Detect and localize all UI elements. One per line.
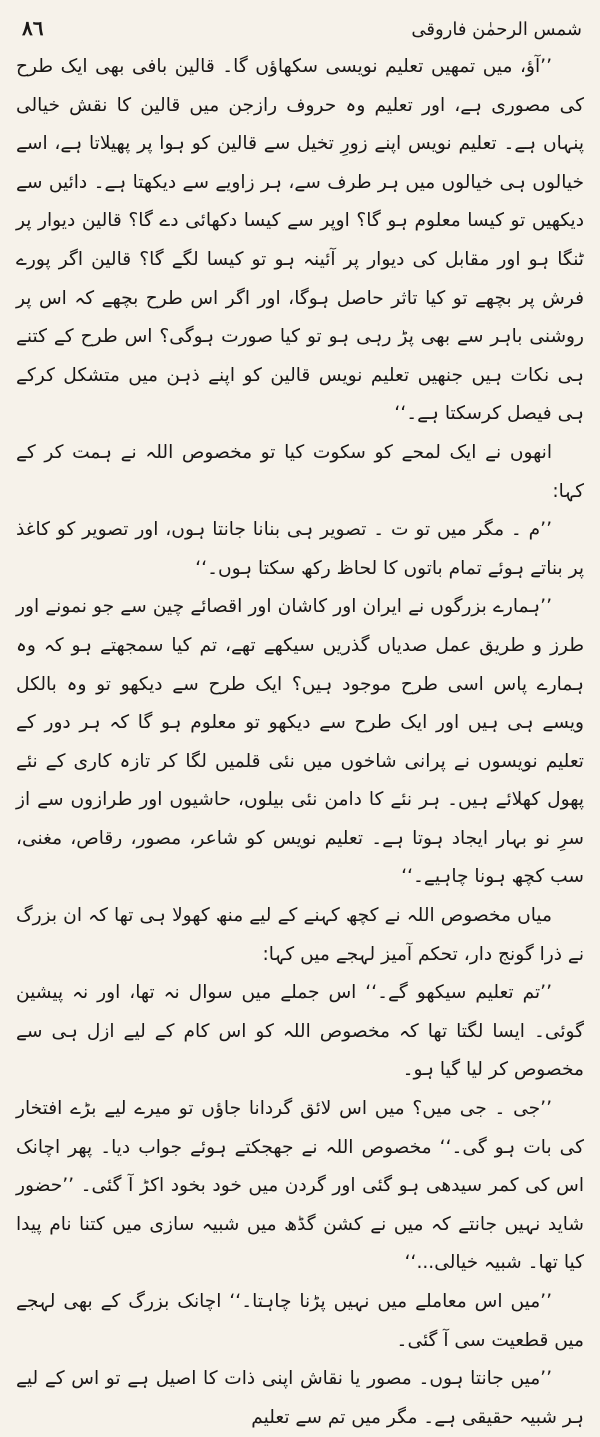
page-number: ۸٦: [22, 16, 44, 40]
paragraph: ’’میں اس معاملے میں نہیں پڑنا چاہتا۔‘‘ اچانک بزرگ کے بھی لہجے میں قطعیت سی آ گئی۔: [16, 1291, 584, 1351]
running-head-author: شمس الرحمٰن فاروقی: [411, 19, 582, 40]
paragraph: انھوں نے ایک لمحے کو سکوت کیا تو مخصوص اللہ نے ہمت کر کے کہا:: [16, 441, 584, 502]
paragraph: ’’میں جانتا ہوں۔ مصور یا نقاش اپنی ذات کا اصیل ہے تو اس کے لیے ہر شبیہ حقیقی ہے۔ مگر میں تم سے تعلیم: [16, 1368, 584, 1428]
running-header: [22, 10, 582, 40]
paragraph: ’’م ۔ مگر میں تو ت ۔ تصویر ہی بنانا جانتا ہوں، اور تصویر کو کاغذ پر بناتے ہوئے تمام باتوں کا لحاظ رکھ سکتا ہوں۔‘‘: [16, 519, 584, 579]
paragraph: میاں مخصوص اللہ نے کچھ کہنے کے لیے منھ کھولا ہی تھا کہ ان بزرگ نے ذرا گونج دار، تحکم آمیز لہجے میں کہا:: [16, 905, 584, 965]
body-text: [16, 48, 584, 1437]
paragraph: ’’آؤ، میں تمھیں تعلیم نویسی سکھاؤں گا۔ قالین بافی بھی ایک طرح کی مصوری ہے، اور تعلیم وہ حروف رازجن میں قالین کا نقش خیالی پنہاں ہے۔ تعلیم نویس اپنے زورِ تخیل سے قالین کو ہوا پر پھیلاتا ہے، اسے خیالوں ہی خیالوں میں ہر طرف سے، ہر زاویے سے دیکھتا ہے۔ دائیں سے دیکھیں تو کیسا معلوم ہو گا؟ اوپر سے کیسا دکھائی دے گا؟ قالین دیوار پر ٹنگا ہو اور مقابل کی دیوار پر آئینہ ہو تو کیسا لگے گا؟ قالین اگر پورے فرش پر بچھے تو کیا تاثر حاصل ہوگا، اور اگر اس طرح بچھے کہ اس پر روشنی باہر سے بھی پڑ رہی ہو تو کیا صورت ہوگی؟ اس طرح کے کتنے ہی نکات ہیں جنھیں تعلیم نویس قالین کو اپنے ذہن میں متشکل کرکے ہی فیصل کرسکتا ہے۔‘‘: [16, 56, 584, 425]
paragraph: ’’جی ۔ جی میں؟ میں اس لائق گردانا جاؤں تو میرے لیے بڑے افتخار کی بات ہو گی۔‘‘ مخصوص اللہ نے جھجکتے ہوئے جواب دیا۔ پھر اچانک اس کی کمر سیدھی ہو گئی اور گردن میں خود بخود اکڑ آ گئی۔ ’’حضور شاید نہیں جانتے کہ میں نے کشن گڈھ میں شبیہ سازی میں کتنا نام پیدا کیا تھا۔ شبیہ خیالی...‘‘: [16, 1098, 584, 1274]
paragraph: ’’تم تعلیم سیکھو گے۔‘‘ اس جملے میں سوال نہ تھا، اور نہ پیشین گوئی۔ ایسا لگتا تھا کہ مخصوص اللہ کو اس کام کے لیے ازل ہی سے مخصوص کر لیا گیا ہو۔: [16, 982, 584, 1081]
paragraph: ’’ہمارے بزرگوں نے ایران اور کاشان اور اقصائے چین سے جو نمونے اور طرز و طریق عمل صدیاں گذریں سیکھے تھے، تم کیا سمجھتے ہو کہ وہ ہمارے پاس اسی طرح موجود ہیں؟ ایک طرح سے دیکھو تو وہ بالکل ویسے ہی ہیں اور ایک طرح سے دیکھو تو معلوم ہو گا کہ ہر دور کے تعلیم نویسوں نے پرانی شاخوں میں نئی قلمیں لگا کر تازہ کاری کے نئے پھول کھلائے ہیں۔ ہر نئے کا دامن نئی بیلوں، حاشیوں اور طرازوں سے از سرِ نو بہار ایجاد ہوتا ہے۔ تعلیم نویس کو شاعر، مصور، رقاص، مغنی، سب کچھ ہونا چاہیے۔‘‘: [16, 596, 584, 888]
